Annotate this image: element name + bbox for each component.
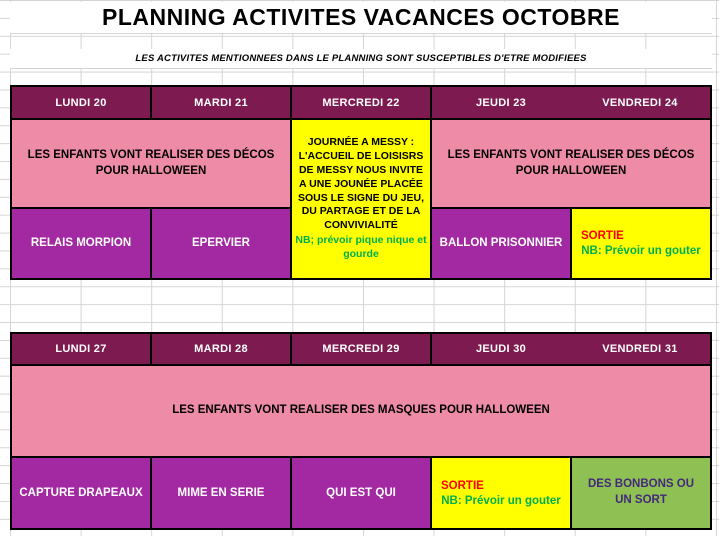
decos-text: LES ENFANTS VONT REALISER DES DÉCOS POUR HALLOWEEN xyxy=(447,148,695,177)
cell-capture-drapeaux[interactable] xyxy=(10,456,150,528)
page-title: PLANNING ACTIVITES VACANCES OCTOBRE xyxy=(102,4,620,30)
day-label: MARDI 28 xyxy=(194,343,248,355)
header-mardi-28[interactable] xyxy=(150,332,290,364)
day-label: VENDREDI 24 xyxy=(602,96,678,109)
decos-text: LES ENFANTS VONT REALISER DES DÉCOS POUR HALLOWEEN xyxy=(27,148,275,177)
activity-label: MIME EN SERIE xyxy=(177,486,265,499)
activity-label: QUI EST QUI xyxy=(326,486,396,499)
cell-messy-outing[interactable] xyxy=(290,118,430,278)
activity-label: CAPTURE DRAPEAUX xyxy=(19,486,143,499)
header-mercredi-29[interactable] xyxy=(290,332,430,364)
header-jeudi-30[interactable] xyxy=(430,332,570,364)
header-mardi-21[interactable] xyxy=(150,85,290,118)
day-label: JEUDI 30 xyxy=(475,343,527,355)
day-label: LUNDI 27 xyxy=(55,343,107,355)
messy-nb-note: NB; prévoir pique nique et gourde xyxy=(295,234,427,260)
cell-decos-thursday-friday[interactable] xyxy=(430,118,710,207)
masques-text: LES ENFANTS VONT REALISER DES MASQUES POUR HALLOWEEN xyxy=(172,404,550,417)
sortie-nb-note: NB: Prévoir un gouter xyxy=(441,494,561,507)
day-label: MERCREDI 29 xyxy=(322,343,400,355)
messy-main-text: JOURNÉE A MESSY : L'ACCUEIL DE LOISISRS DE MESSY NOUS INVITE A UNE JOUNÉE PLACÉE SOUS LE SIGNE DU JEU, DU PARTAGE ET DE LA CONVIVIALITÉ xyxy=(297,136,425,232)
cell-ballon-prisonnier[interactable] xyxy=(430,207,570,278)
cell-mime-en-serie[interactable] xyxy=(150,456,290,528)
header-mercredi-22[interactable] xyxy=(290,85,430,118)
sortie-label: SORTIE xyxy=(441,479,484,492)
header-lundi-27[interactable] xyxy=(10,332,150,364)
header-vendredi-31[interactable] xyxy=(570,332,710,364)
activity-label: DES BONBONS OU UN SORT xyxy=(587,478,695,506)
day-label: MERCREDI 22 xyxy=(322,96,400,109)
cell-masques-all-week[interactable] xyxy=(10,364,710,456)
activity-label: BALLON PRISONNIER xyxy=(439,237,563,250)
page-subtitle: LES ACTIVITES MENTIONNEES DANS LE PLANNING SONT SUSCEPTIBLES D'ETRE MODIFIEES xyxy=(135,53,587,64)
cell-decos-monday-tuesday[interactable] xyxy=(10,118,290,207)
header-vendredi-24[interactable] xyxy=(570,85,710,118)
week2-table xyxy=(10,332,712,530)
day-label: VENDREDI 31 xyxy=(602,343,678,355)
activity-label: EPERVIER xyxy=(192,237,250,250)
sortie-nb-note: NB: Prévoir un gouter xyxy=(581,245,701,257)
cell-sortie-week2[interactable] xyxy=(430,456,570,528)
cell-relais-morpion[interactable] xyxy=(10,207,150,278)
cell-qui-est-qui[interactable] xyxy=(290,456,430,528)
activity-label: RELAIS MORPION xyxy=(30,237,132,250)
subtitle-cell[interactable] xyxy=(10,49,712,69)
cell-sortie-week1[interactable] xyxy=(570,207,710,278)
day-label: MARDI 21 xyxy=(194,96,248,109)
day-label: LUNDI 20 xyxy=(55,96,107,109)
day-label: JEUDI 23 xyxy=(475,96,527,109)
title-cell[interactable] xyxy=(10,2,712,34)
cell-epervier[interactable] xyxy=(150,207,290,278)
cell-bonbons-ou-sort[interactable] xyxy=(570,456,710,528)
week1-table xyxy=(10,85,712,280)
sortie-label: SORTIE xyxy=(581,230,624,242)
header-jeudi-23[interactable] xyxy=(430,85,570,118)
header-lundi-20[interactable] xyxy=(10,85,150,118)
